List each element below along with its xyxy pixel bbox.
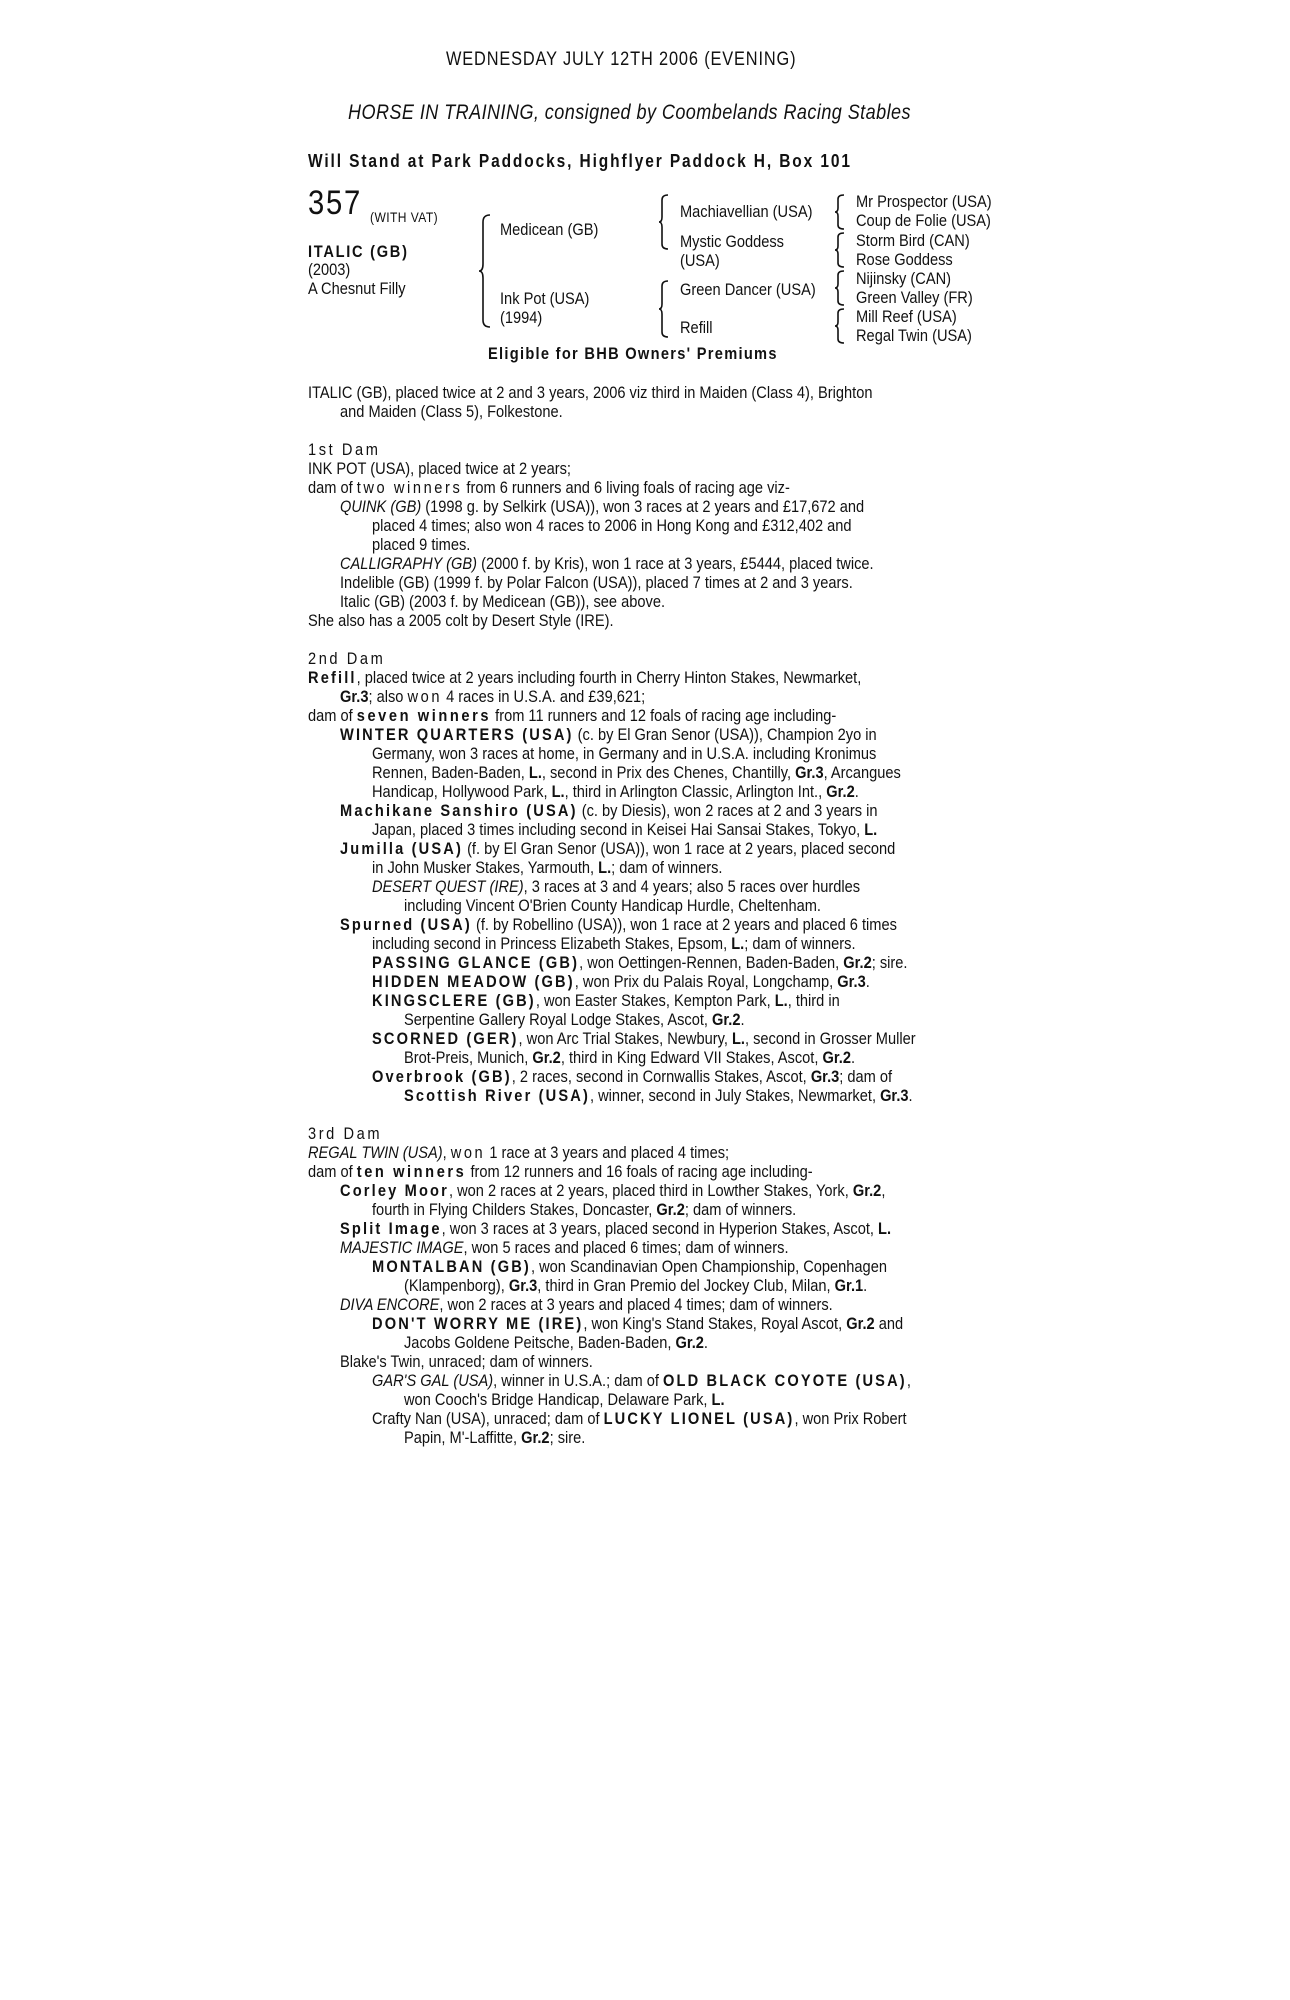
produce-line: Brot-Preis, Munich, Gr.2, third in King Edward VII Stakes, Ascot, Gr.2. bbox=[404, 1048, 856, 1067]
produce-line: SCORNED (GER), won Arc Trial Stakes, Newbury, L., second in Grosser Muller bbox=[372, 1029, 916, 1048]
second-dam-line: Refill, placed twice at 2 years including fourth in Cherry Hinton Stakes, Newmarket, bbox=[308, 668, 862, 687]
produce-line: Corley Moor, won 2 races at 2 years, placed third in Lowther Stakes, York, Gr.2, bbox=[340, 1181, 886, 1200]
produce-line: Split Image, won 3 races at 3 years, placed second in Hyperion Stakes, Ascot, L. bbox=[340, 1219, 892, 1238]
pedigree-brace-dd bbox=[834, 308, 846, 344]
stand-location: Will Stand at Park Paddocks, Highflyer Paddock H, Box 101 bbox=[308, 151, 852, 171]
produce-line: Jacobs Goldene Peitsche, Baden-Baden, Gr.2. bbox=[404, 1333, 708, 1352]
pedigree-sdd: Rose Goddess bbox=[856, 250, 953, 269]
produce-line: won Cooch's Bridge Handicap, Delaware Park, L. bbox=[404, 1390, 725, 1409]
produce-line: HIDDEN MEADOW (GB), won Prix du Palais Royal, Longchamp, Gr.3. bbox=[372, 972, 870, 991]
summary-line: and Maiden (Class 5), Folkestone. bbox=[340, 402, 563, 421]
first-dam-line: INK POT (USA), placed twice at 2 years; bbox=[308, 459, 571, 478]
pedigree-ssd: Coup de Folie (USA) bbox=[856, 211, 991, 230]
produce-line: Papin, M'-Laffitte, Gr.2; sire. bbox=[404, 1428, 586, 1447]
produce-line: MONTALBAN (GB), won Scandinavian Open Championship, Copenhagen bbox=[372, 1257, 887, 1276]
lot-number: 357 bbox=[308, 184, 362, 222]
first-dam-line: dam of two winners from 6 runners and 6 living foals of racing age viz- bbox=[308, 478, 790, 497]
second-dam-line: dam of seven winners from 11 runners and 12 foals of racing age including- bbox=[308, 706, 837, 725]
produce-line: Machikane Sanshiro (USA) (c. by Diesis), won 2 races at 2 and 3 years in bbox=[340, 801, 878, 820]
produce-line: QUINK (GB) (1998 g. by Selkirk (USA)), won 3 races at 2 years and £17,672 and bbox=[340, 497, 865, 516]
second-dam-heading: 2nd Dam bbox=[308, 649, 386, 668]
pedigree-sire: Medicean (GB) bbox=[500, 220, 599, 239]
pedigree-brace-dam bbox=[658, 280, 670, 338]
produce-line: (Klampenborg), Gr.3, third in Gran Premio del Jockey Club, Milan, Gr.1. bbox=[404, 1276, 868, 1295]
third-dam-line: REGAL TWIN (USA), won 1 race at 3 years and placed 4 times; bbox=[308, 1143, 730, 1162]
produce-line: KINGSCLERE (GB), won Easter Stakes, Kempton Park, L., third in bbox=[372, 991, 840, 1010]
pedigree-sire-dam-country: (USA) bbox=[680, 251, 720, 270]
third-dam-heading: 3rd Dam bbox=[308, 1124, 383, 1143]
produce-line: Rennen, Baden-Baden, L., second in Prix des Chenes, Chantilly, Gr.3, Arcangues bbox=[372, 763, 901, 782]
pedigree-dss: Nijinsky (CAN) bbox=[856, 269, 952, 288]
sale-date-heading: WEDNESDAY JULY 12TH 2006 (EVENING) bbox=[446, 49, 797, 70]
produce-line: Crafty Nan (USA), unraced; dam of LUCKY LIONEL (USA), won Prix Robert bbox=[372, 1409, 907, 1428]
pedigree-dam-year: (1994) bbox=[500, 308, 543, 327]
summary-line: ITALIC (GB), placed twice at 2 and 3 years, 2006 viz third in Maiden (Class 4), Brighton bbox=[308, 383, 873, 402]
pedigree-brace-ds bbox=[834, 270, 846, 306]
horse-description: A Chesnut Filly bbox=[308, 279, 406, 298]
pedigree-brace-sire bbox=[658, 194, 670, 250]
produce-line: Handicap, Hollywood Park, L., third in Arlington Classic, Arlington Int., Gr.2. bbox=[372, 782, 859, 801]
third-dam-line: dam of ten winners from 12 runners and 16 foals of racing age including- bbox=[308, 1162, 813, 1181]
produce-line: MAJESTIC IMAGE, won 5 races and placed 6 times; dam of winners. bbox=[340, 1238, 789, 1257]
produce-line: DON'T WORRY ME (IRE), won King's Stand Stakes, Royal Ascot, Gr.2 and bbox=[372, 1314, 904, 1333]
produce-line: placed 4 times; also won 4 races to 2006 in Hong Kong and £312,402 and bbox=[372, 516, 852, 535]
pedigree-dam-sire: Green Dancer (USA) bbox=[680, 280, 816, 299]
produce-line: Germany, won 3 races at home, in Germany and in U.S.A. including Kronimus bbox=[372, 744, 877, 763]
pedigree-sire-dam: Mystic Goddess bbox=[680, 232, 785, 251]
first-dam-heading: 1st Dam bbox=[308, 440, 381, 459]
produce-line: PASSING GLANCE (GB), won Oettingen-Rennen, Baden-Baden, Gr.2; sire. bbox=[372, 953, 908, 972]
produce-line: Blake's Twin, unraced; dam of winners. bbox=[340, 1352, 593, 1371]
consignor-subtitle: HORSE IN TRAINING, consigned by Coombelands Racing Stables bbox=[348, 101, 911, 124]
produce-line: GAR'S GAL (USA), winner in U.S.A.; dam of OLD BLACK COYOTE (USA), bbox=[372, 1371, 911, 1390]
produce-line: Jumilla (USA) (f. by El Gran Senor (USA)), won 1 race at 2 years, placed second bbox=[340, 839, 896, 858]
first-dam-line: She also has a 2005 colt by Desert Style (IRE). bbox=[308, 611, 614, 630]
pedigree-dam: Ink Pot (USA) bbox=[500, 289, 590, 308]
horse-name: ITALIC (GB) bbox=[308, 242, 409, 261]
produce-line: Japan, placed 3 times including second in Keisei Hai Sansai Stakes, Tokyo, L. bbox=[372, 820, 878, 839]
produce-line: WINTER QUARTERS (USA) (c. by El Gran Senor (USA)), Champion 2yo in bbox=[340, 725, 877, 744]
pedigree-sire-sire: Machiavellian (USA) bbox=[680, 202, 813, 221]
pedigree-ddd: Regal Twin (USA) bbox=[856, 326, 972, 345]
vat-note: (WITH VAT) bbox=[370, 209, 439, 225]
produce-line: including Vincent O'Brien County Handicap Hurdle, Cheltenham. bbox=[404, 896, 821, 915]
produce-line: Scottish River (USA), winner, second in July Stakes, Newmarket, Gr.3. bbox=[404, 1086, 913, 1105]
pedigree-dds: Mill Reef (USA) bbox=[856, 307, 957, 326]
second-dam-line: Gr.3; also won 4 races in U.S.A. and £39,621; bbox=[340, 687, 646, 706]
produce-line: Overbrook (GB), 2 races, second in Cornwallis Stakes, Ascot, Gr.3; dam of bbox=[372, 1067, 893, 1086]
pedigree-sds: Storm Bird (CAN) bbox=[856, 231, 970, 250]
produce-line: in John Musker Stakes, Yarmouth, L.; dam of winners. bbox=[372, 858, 723, 877]
produce-line: DIVA ENCORE, won 2 races at 3 years and placed 4 times; dam of winners. bbox=[340, 1295, 833, 1314]
pedigree-brace-sd bbox=[834, 232, 846, 268]
pedigree-dam-dam: Refill bbox=[680, 318, 713, 337]
produce-line: including second in Princess Elizabeth Stakes, Epsom, L.; dam of winners. bbox=[372, 934, 856, 953]
pedigree-sss: Mr Prospector (USA) bbox=[856, 192, 992, 211]
eligibility-note: Eligible for BHB Owners' Premiums bbox=[488, 344, 778, 363]
produce-line: CALLIGRAPHY (GB) (2000 f. by Kris), won 1 race at 3 years, £5444, placed twice. bbox=[340, 554, 874, 573]
produce-line: DESERT QUEST (IRE), 3 races at 3 and 4 years; also 5 races over hurdles bbox=[372, 877, 861, 896]
produce-line: placed 9 times. bbox=[372, 535, 471, 554]
pedigree-brace-ss bbox=[834, 194, 846, 230]
produce-line: fourth in Flying Childers Stakes, Doncaster, Gr.2; dam of winners. bbox=[372, 1200, 797, 1219]
produce-line: Serpentine Gallery Royal Lodge Stakes, Ascot, Gr.2. bbox=[404, 1010, 745, 1029]
foaling-year: (2003) bbox=[308, 260, 351, 279]
pedigree-dsd: Green Valley (FR) bbox=[856, 288, 973, 307]
produce-line: Italic (GB) (2003 f. by Medicean (GB)), see above. bbox=[340, 592, 666, 611]
produce-line: Spurned (USA) (f. by Robellino (USA)), won 1 race at 2 years and placed 6 times bbox=[340, 915, 897, 934]
pedigree-brace-main bbox=[478, 214, 492, 328]
produce-line: Indelible (GB) (1999 f. by Polar Falcon (USA)), placed 7 times at 2 and 3 years. bbox=[340, 573, 853, 592]
